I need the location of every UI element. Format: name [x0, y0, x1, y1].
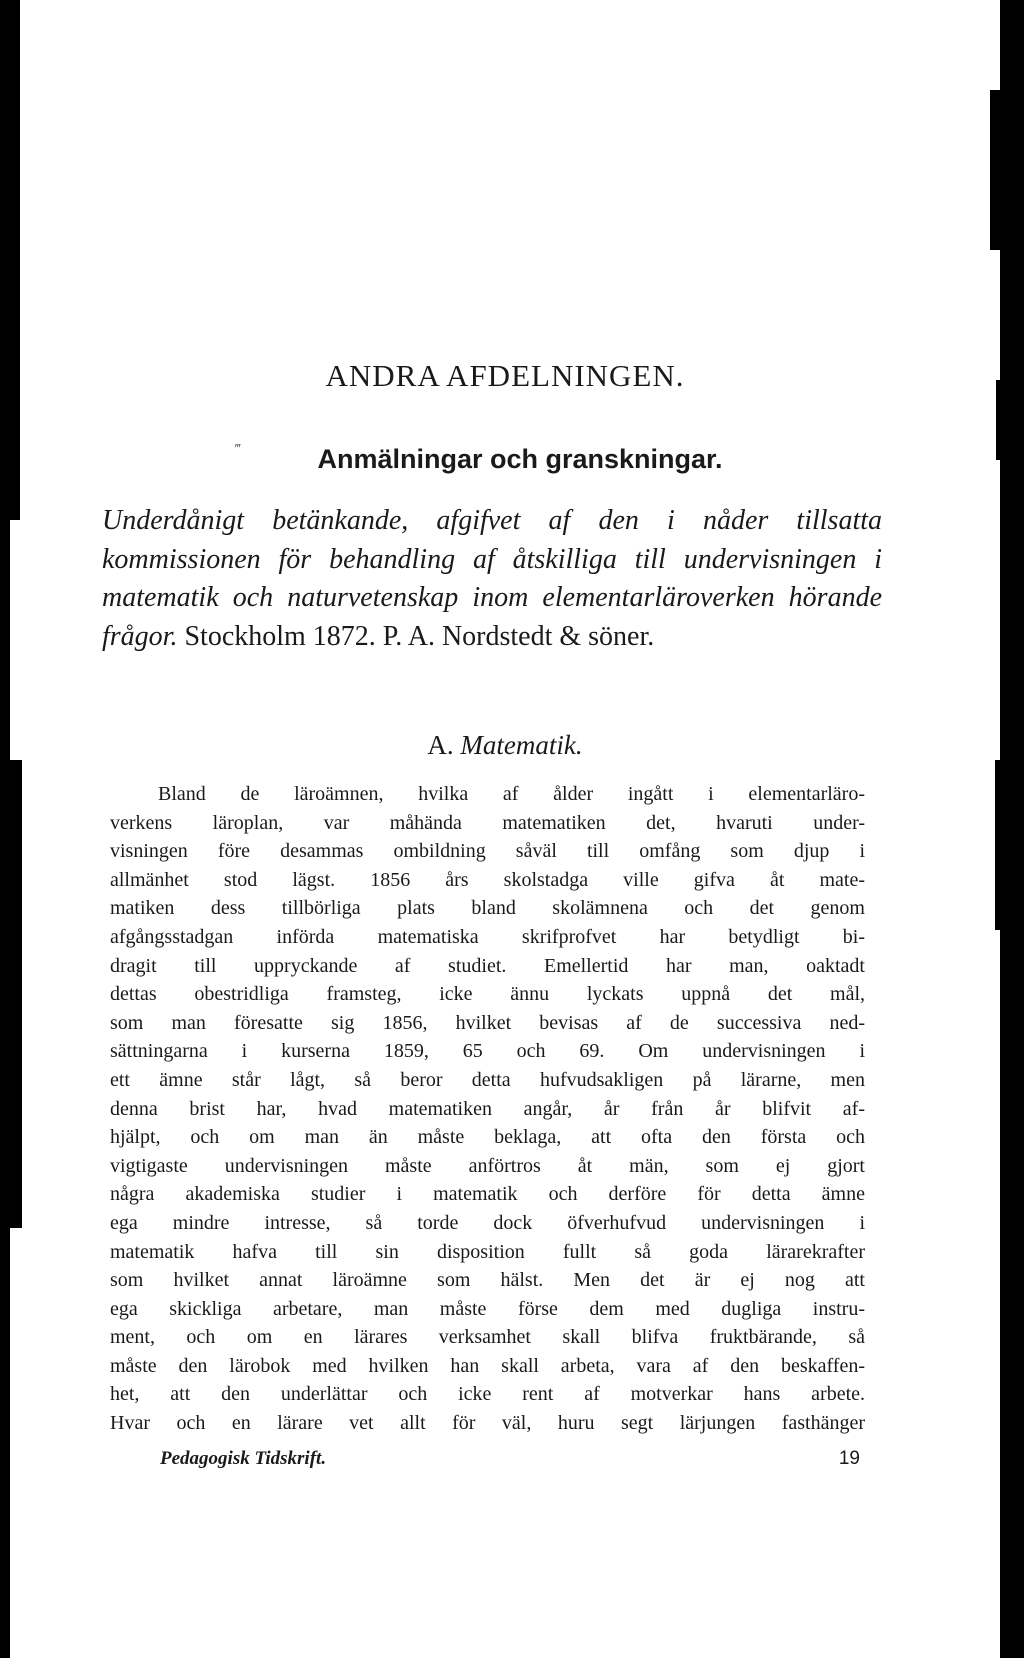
body-line: allmänhet stod lägst. 1856 års skolstadga ville gifva åt mate-	[110, 868, 865, 891]
body-line: sättningarna i kurserna 1859, 65 och 69. Om undervisningen i	[110, 1040, 865, 1063]
stray-ink-mark: ‴	[235, 442, 241, 457]
scan-edge-left-top	[10, 0, 20, 520]
document-page	[10, 0, 1000, 1658]
subsection-heading	[10, 730, 1000, 761]
subheading: Anmälningar och granskningar.	[317, 444, 723, 474]
body-line: het, att den underlättar och icke rent af motverkar hans arbete.	[110, 1383, 865, 1406]
body-line: Hvar och en lärare vet allt för väl, huru segt lärjungen fasthänger	[110, 1412, 865, 1435]
body-line: matiken dess tillbörliga plats bland skolämnena och det genom	[110, 897, 865, 920]
scan-edge-right-middle	[995, 760, 1000, 930]
body-line: matematik hafva till sin disposition fullt så goda lärarekrafter	[110, 1240, 865, 1263]
body-line: hjälpt, och om man än måste beklaga, att ofta den första och	[110, 1126, 865, 1149]
scan-edge-left-middle	[10, 760, 22, 1228]
body-text	[110, 780, 865, 1438]
scan-edge-right-top	[990, 90, 1000, 250]
section-heading: ANDRA AFDELNINGEN.	[325, 358, 685, 393]
journal-name: Pedagogisk Tidskrift.	[160, 1448, 327, 1469]
subsection-title: Matematik.	[460, 730, 583, 760]
page-number: 19	[838, 1448, 860, 1469]
body-line: denna brist har, hvad matematiken angår, år från år blifvit af-	[110, 1097, 865, 1120]
body-line: ega mindre intresse, så torde dock öfverhufvud undervisningen i	[110, 1211, 865, 1234]
body-line: visningen före desammas ombildning såväl till omfång som djup i	[110, 840, 865, 863]
body-line: några akademiska studier i matematik och derföre för detta ämne	[110, 1183, 865, 1206]
review-title-italic: Underdånigt betänkande, afgifvet af den i nåder tillsatta kommissionen för behandling af åtskilliga till undervisningen i matematik och naturvetenskap inom elementarläroverken hörande frågor.	[102, 505, 882, 652]
body-line: dettas obestridliga framsteg, icke ännu lyckats uppnå det mål,	[110, 983, 865, 1006]
body-line: verkens läroplan, var måhända matematiken det, hvaruti under-	[110, 811, 865, 834]
body-line: som hvilket annat läroämne som hälst. Men det är ej nog att	[110, 1269, 865, 1292]
body-line: ega skickliga arbetare, man måste förse dem med dugliga instru-	[110, 1297, 865, 1320]
body-line: Bland de läroämnen, hvilka af ålder ingått i elementarläro-	[158, 783, 865, 805]
body-line: ment, och om en lärares verksamhet skall blifva fruktbärande, så	[110, 1326, 865, 1349]
body-line: som man föresatte sig 1856, hvilket bevisas af de successiva ned-	[110, 1011, 865, 1034]
page-footer	[160, 1448, 860, 1470]
body-line: måste den lärobok med hvilken han skall arbeta, vara af den beskaffen-	[110, 1354, 865, 1377]
review-title	[102, 502, 882, 656]
subsection-letter: A.	[427, 730, 454, 760]
body-line: afgångsstadgan införda matematiska skrifprofvet har betydligt bi-	[110, 925, 865, 948]
body-line: ett ämne står lågt, så beror detta hufvudsakligen på lärarne, men	[110, 1068, 865, 1091]
body-line: dragit till uppryckande af studiet. Emellertid har man, oaktadt	[110, 954, 865, 977]
review-title-publisher: Stockholm 1872. P. A. Nordstedt & söner.	[184, 620, 655, 652]
body-line: vigtigaste undervisningen måste anförtros åt män, som ej gjort	[110, 1154, 865, 1177]
